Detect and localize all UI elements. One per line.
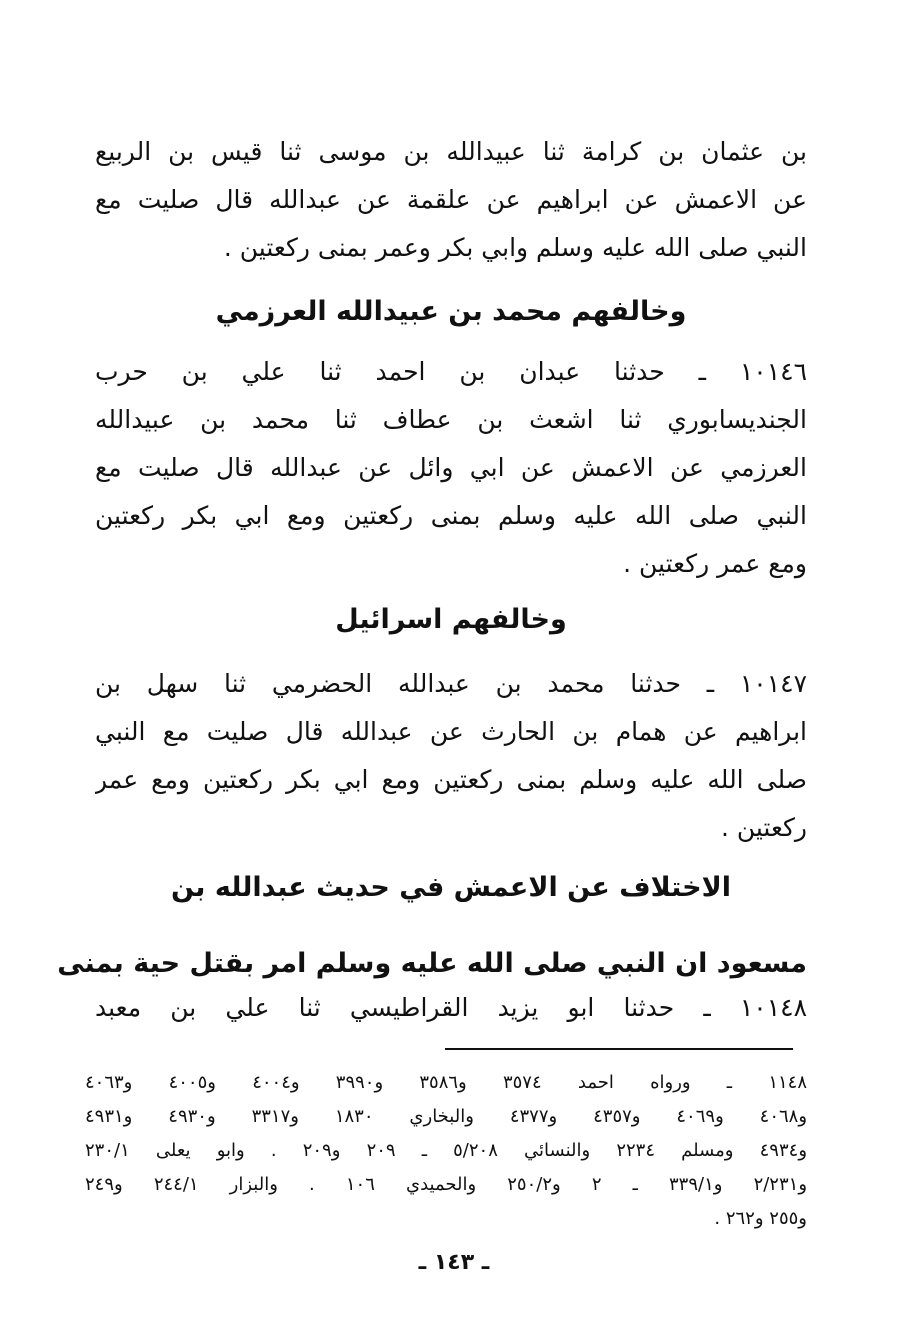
section-heading: مسعود ان النبي صلى الله عليه وسلم امر بقتل حية بمنى <box>57 948 807 979</box>
text-line: بن عثمان بن كرامة ثنا عبيدالله بن موسى ثنا قيس بن الربيع <box>95 137 807 166</box>
text-line: ١٠١٤٧ ـ حدثنا محمد بن عبدالله الحضرمي ثنا سهل بن <box>95 669 807 698</box>
top-paragraph <box>95 128 807 272</box>
footnote-line: و٤٩٣٤ ومسلم ٢٢٣٤ والنسائي ٥/٢٠٨ ـ ٢٠٩ و٢٠٩ . وابو يعلى ٢٣٠/١ <box>85 1140 807 1161</box>
text-line: ابراهيم عن همام بن الحارث عن عبدالله قال صليت مع النبي <box>95 717 807 746</box>
text-line: عن الاعمش عن ابراهيم عن علقمة عن عبدالله قال صليت مع <box>95 185 807 214</box>
text-line: العرزمي عن الاعمش عن ابي وائل عن عبدالله قال صليت مع <box>95 453 807 482</box>
footnote-rule <box>445 1048 793 1050</box>
hadith-10146 <box>95 348 807 588</box>
section-heading: وخالفهم اسرائيل <box>335 604 567 635</box>
text-line: ١٠١٤٨ ـ حدثنا ابو يزيد القراطيسي ثنا علي بن معبد <box>95 993 807 1022</box>
footnote-line: و٢٥٥ و٢٦٢ . <box>714 1208 807 1229</box>
hadith-10148 <box>95 984 807 1032</box>
text-line: ركعتين . <box>720 813 807 842</box>
hadith-10147 <box>95 660 807 852</box>
section-heading: الاختلاف عن الاعمش في حديث عبدالله بن <box>171 872 731 903</box>
text-line: ١٠١٤٦ ـ حدثنا عبدان بن احمد ثنا علي بن حرب <box>95 357 807 386</box>
text-line: صلى الله عليه وسلم بمنى ركعتين ومع ابي بكر ركعتين ومع عمر <box>95 765 807 794</box>
footnote-line: و٢/٢٣١ و٣٣٩/١ ـ ٢ و٢٥٠/٢ والحميدي ١٠٦ . والبزار ٢٤٤/١ و٢٤٩ <box>85 1174 807 1195</box>
text-line: ومع عمر ركعتين . <box>623 549 807 578</box>
section-heading: وخالفهم محمد بن عبيدالله العرزمي <box>215 296 687 327</box>
page-number: ـ ١٤٣ ـ <box>418 1250 490 1275</box>
footnote-line: ١١٤٨ ـ ورواه احمد ٣٥٧٤ و٣٥٨٦ و٣٩٩٠ و٤٠٠٤ و٤٠٠٥ و٤٠٦٣ <box>85 1072 807 1093</box>
text-line: النبي صلى الله عليه وسلم بمنى ركعتين ومع ابي بكر ركعتين <box>95 501 807 530</box>
text-line: الجنديسابوري ثنا اشعث بن عطاف ثنا محمد بن عبيدالله <box>95 405 807 434</box>
footnote-line: و٤٠٦٨ و٤٠٦٩ و٤٣٥٧ و٤٣٧٧ والبخاري ١٨٣٠ و٣٣١٧ و٤٩٣٠ و٤٩٣١ <box>85 1106 807 1127</box>
footnote <box>85 1066 807 1236</box>
text-line: النبي صلى الله عليه وسلم وابي بكر وعمر بمنى ركعتين . <box>223 233 807 262</box>
